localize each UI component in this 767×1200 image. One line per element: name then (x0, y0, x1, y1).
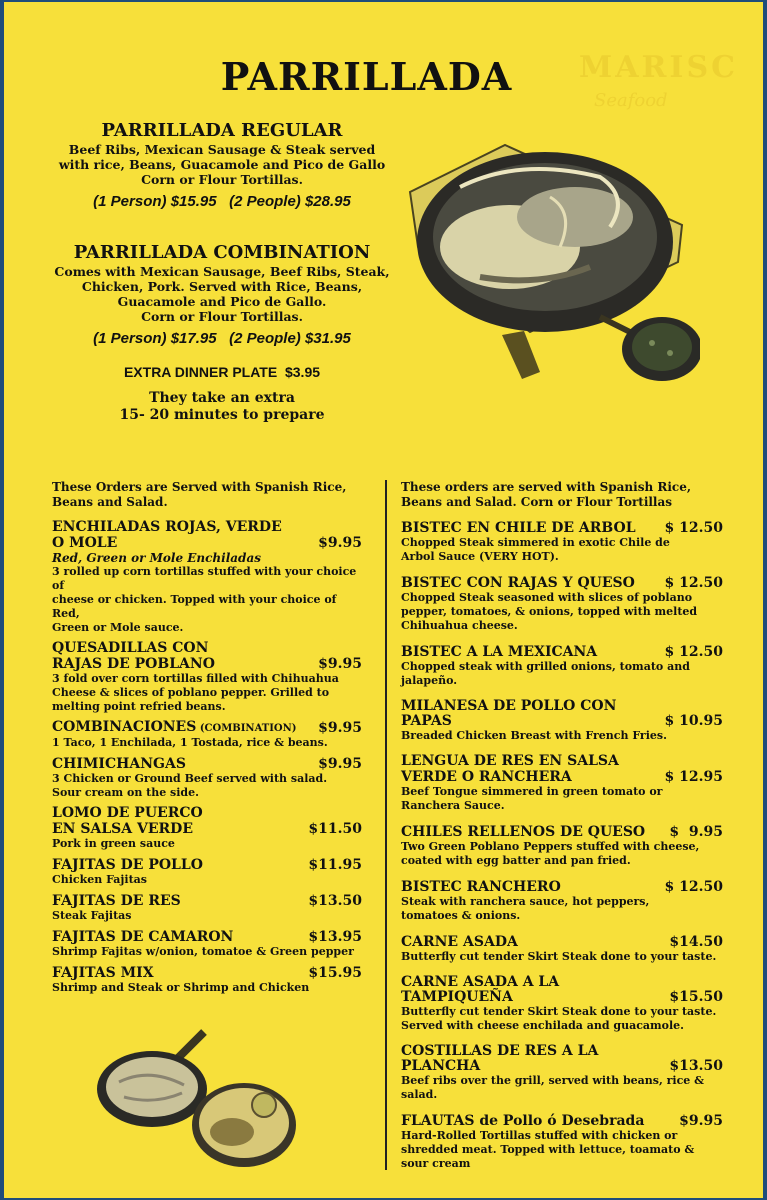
prep-note: They take an extra 15- 20 minutes to prepare (119, 390, 325, 423)
menu-item: BISTEC RANCHERO $ 12.50 Steak with ranchera sauce, hot peppers, tomatoes & onions. (401, 879, 723, 922)
menu-item: LENGUA DE RES EN SALSA VERDE O RANCHERA $ 12.95 Beef Tongue simmered in green tomato or Ranchera Sauce. (401, 753, 723, 812)
page-title: PARRILLADA (220, 54, 513, 99)
item-price: $9.95 (318, 756, 362, 772)
item-desc: Beef Ribs, Mexican Sausage & Steak served with rice, Beans, Guacamole and Pico de Gallo Corn or Flour Tortillas. (58, 142, 386, 187)
item-price: $ 12.50 (664, 520, 723, 536)
extra-dinner-plate: EXTRA DINNER PLATE $3.95 (123, 364, 321, 380)
item-price: $ 12.50 (664, 644, 723, 660)
menu-item: CARNE ASADA A LA TAMPIQUEÑA $15.50 Butterfly cut tender Skirt Steak done to your taste. Served with cheese enchilada and guacamole. (401, 974, 723, 1032)
item-price: $13.50 (669, 1058, 723, 1074)
item-price: $15.50 (669, 989, 723, 1005)
menu-item: FAJITAS DE RES $13.50 Steak Fajitas (52, 893, 362, 922)
menu-item: FAJITAS DE CAMARON $13.95 Shrimp Fajitas w/onion, tomatoe & Green pepper (52, 929, 362, 958)
item-price: $ 12.50 (664, 575, 723, 591)
item-price: $13.95 (308, 929, 362, 945)
menu-item: FAJITAS DE POLLO $11.95 Chicken Fajitas (52, 857, 362, 886)
item-price: $9.95 (679, 1113, 723, 1129)
parrillada-regular (52, 120, 392, 210)
item-price: $9.95 (318, 720, 362, 736)
menu-item: BISTEC A LA MEXICANA $ 12.50 Chopped steak with grilled onions, tomato and jalapeño. (401, 644, 723, 687)
column-divider (385, 480, 387, 1170)
item-desc: Comes with Mexican Sausage, Beef Ribs, Steak, Chicken, Pork. Served with Rice, Beans, Guacamole and Pico de Gallo. Corn or Flour Tortillas. (54, 264, 390, 324)
menu-item: CARNE ASADA $14.50 Butterfly cut tender Skirt Steak done to your taste. (401, 934, 723, 963)
item-price: $11.95 (308, 857, 362, 873)
menu-item: COSTILLAS DE RES A LA PLANCHA $13.50 Beef ribs over the grill, served with beans, rice & salad. (401, 1043, 723, 1101)
ghost-heading: MARISC (579, 50, 738, 85)
menu-page (4, 2, 763, 1198)
item-price: $ 10.95 (664, 713, 723, 729)
item-name: PARRILLADA REGULAR (101, 120, 343, 141)
menu-item: COMBINACIONES (COMBINATION) $9.95 1 Taco, 1 Enchilada, 1 Tostada, rice & beans. (52, 719, 362, 749)
menu-item: FLAUTAS de Pollo ó Desebrada $9.95 Hard-Rolled Tortillas stuffed with chicken or shredded meat. Topped with lettuce, toamato & sour cream (401, 1113, 723, 1170)
menu-item: BISTEC CON RAJAS Y QUESO $ 12.50 Chopped Steak seasoned with slices of poblano pepper, tomatoes, & onions, topped with melted Chihuahua cheese. (401, 575, 723, 632)
item-prices: (1 Person) $15.95 (2 People) $28.95 (93, 193, 351, 210)
menu-item: CHILES RELLENOS DE QUESO $ 9.95 Two Green Poblano Peppers stuffed with cheese, coated with egg batter and pan fried. (401, 824, 723, 867)
item-price: $ 12.95 (664, 769, 723, 785)
item-prices: (1 Person) $17.95 (2 People) $31.95 (93, 330, 351, 347)
item-name: PARRILLADA COMBINATION (73, 242, 371, 263)
menu-item: FAJITAS MIX $15.95 Shrimp and Steak or Shrimp and Chicken (52, 965, 362, 994)
item-price: $ 9.95 (669, 824, 723, 840)
item-price: $15.95 (308, 965, 362, 981)
item-price: $13.50 (308, 893, 362, 909)
menu-item: QUESADILLAS CON RAJAS DE POBLANO $9.95 3 fold over corn tortillas filled with Chihuahua Cheese & slices of poblano pepper. Grilled to melting point refried beans. (52, 640, 362, 713)
item-price: $9.95 (318, 656, 362, 672)
menu-item: LOMO DE PUERCO EN SALSA VERDE $11.50 Pork in green sauce (52, 805, 362, 850)
parrillada-photo (400, 117, 700, 392)
right-column (401, 480, 723, 1177)
fajitas-photo (94, 1027, 304, 1172)
left-column (52, 480, 362, 1001)
right-intro: These orders are served with Spanish Rice, Beans and Salad. Corn or Flour Tortillas (401, 480, 692, 509)
item-price: $ 12.50 (664, 879, 723, 895)
menu-item: ENCHILADAS ROJAS, VERDE O MOLE $9.95 Red, Green or Mole Enchiladas 3 rolled up corn tortillas stuffed with your choice of cheese or chicken. Topped with your choice of Red, Green or Mole sauce. (52, 519, 362, 634)
menu-item: MILANESA DE POLLO CON PAPAS $ 10.95 Breaded Chicken Breast with French Fries. (401, 698, 723, 742)
item-price: $14.50 (669, 934, 723, 950)
item-price: $9.95 (318, 535, 362, 551)
parrillada-combination (52, 242, 392, 347)
menu-item: BISTEC EN CHILE DE ARBOL $ 12.50 Chopped Steak simmered in exotic Chile de Arbol Sauce (VERY HOT). (401, 520, 723, 563)
ghost-subheading: Seafood (594, 90, 668, 111)
left-intro: These Orders are Served with Spanish Rice, Beans and Salad. (52, 480, 347, 509)
item-price: $11.50 (308, 821, 362, 837)
menu-item: CHIMICHANGAS $9.95 3 Chicken or Ground Beef served with salad. Sour cream on the side. (52, 756, 362, 799)
